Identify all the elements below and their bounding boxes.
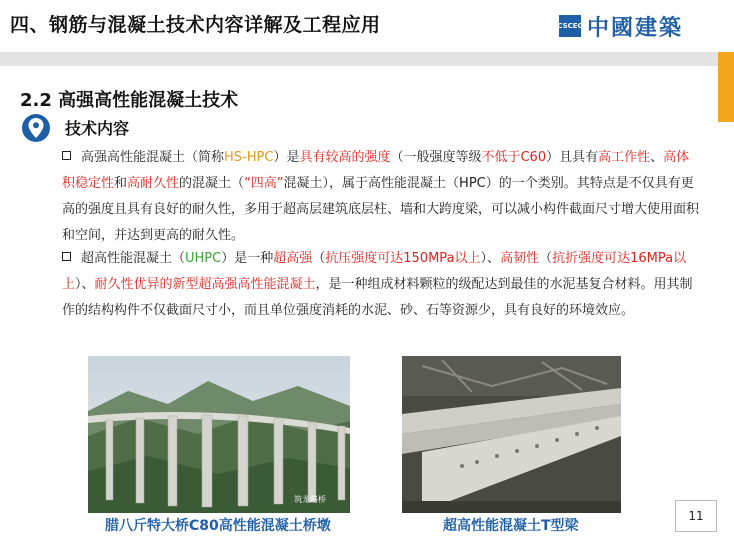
t-beam-illustration bbox=[402, 356, 621, 513]
paragraph-segment: 和 bbox=[114, 176, 128, 191]
cscec-logo-mark-icon: CSCEC bbox=[559, 15, 581, 37]
paragraph-segment: 高耐久性 bbox=[127, 176, 180, 191]
paragraph-segment: HS-HPC bbox=[224, 150, 274, 165]
subsection-heading: 技术内容 bbox=[65, 119, 130, 138]
paragraph-segment: UHPC bbox=[185, 251, 222, 266]
page-number: 11 bbox=[675, 500, 717, 532]
cscec-logo bbox=[559, 12, 683, 40]
photo-watermark: 筑龙路桥 bbox=[294, 495, 326, 504]
cscec-logo-text: 中國建築 bbox=[587, 14, 684, 41]
paragraph-segment: （ bbox=[539, 251, 553, 266]
right-edge-orange-bar bbox=[718, 52, 734, 122]
paragraph-segment: 的混凝土（ bbox=[179, 176, 245, 191]
paragraph-uhpc bbox=[62, 246, 702, 324]
paragraph-segment: ）、 bbox=[75, 277, 95, 292]
paragraph-segment: ）是一种 bbox=[221, 251, 274, 266]
bridge-pier-illustration bbox=[88, 356, 350, 513]
paragraph-segment: 超高强 bbox=[273, 251, 313, 266]
section-heading: 2.2 高强高性能混凝土技术 bbox=[20, 90, 239, 111]
paragraph-segment: 耐久性优异的新型超高强高性能混凝土 bbox=[94, 277, 316, 292]
paragraph-segment: “四高” bbox=[244, 176, 284, 191]
square-bullet-icon bbox=[62, 252, 71, 261]
paragraph-segment: 超高性能混凝土（ bbox=[81, 251, 186, 266]
paragraph-segment: ）、 bbox=[480, 251, 501, 266]
location-pin-icon bbox=[22, 114, 50, 142]
paragraph-segment: 抗折强度可达16MPa以上 bbox=[62, 251, 687, 292]
paragraph-segment: 具有较高的强度 bbox=[299, 150, 391, 165]
paragraph-segment: 抗压强度可达150MPa以上 bbox=[325, 251, 481, 266]
paragraph-segment: 高工作性 bbox=[598, 150, 651, 165]
slide-header bbox=[0, 0, 734, 50]
slide-header-title: 四、钢筋与混凝土技术内容详解及工程应用 bbox=[10, 14, 381, 36]
paragraph-segment: 高体积稳定性 bbox=[62, 150, 690, 191]
paragraph-segment: 高韧性 bbox=[500, 251, 540, 266]
location-pin-glyph-icon bbox=[27, 117, 45, 139]
paragraph-segment: 不低于C60 bbox=[481, 150, 547, 165]
photo-caption: 腊八斤特大桥C80高性能混凝土桥墩 bbox=[105, 518, 331, 534]
paragraph-segment: （一般强度等级 bbox=[390, 150, 482, 165]
paragraph-hs-hpc bbox=[62, 145, 702, 249]
header-divider-gray bbox=[0, 52, 718, 66]
paragraph-segment: 、 bbox=[650, 150, 664, 165]
square-bullet-icon bbox=[62, 151, 71, 160]
paragraph-segment: （ bbox=[312, 251, 326, 266]
t-beam-photo bbox=[402, 356, 621, 513]
paragraph-segment: ）是 bbox=[273, 150, 300, 165]
paragraph-segment: ）且具有 bbox=[546, 150, 599, 165]
paragraph-segment: 高强高性能混凝土（简称 bbox=[81, 150, 225, 165]
photo-caption: 超高性能混凝土T型梁 bbox=[443, 518, 579, 534]
header-divider bbox=[0, 52, 734, 66]
bridge-pier-photo bbox=[88, 356, 350, 513]
paragraph-segment: 混凝土），属于高性能混凝土（HPC）的一个类别。其特点是不仅具有更高的强度且具有良好的耐久性，多用于超高层建筑底层柱、墙和大跨度梁，可以减小构件截面尺寸增大使用面积和空间，并达到更高的耐久性。 bbox=[62, 176, 700, 243]
paragraph-segment: ，是一种组成材料颗粒的级配达到最佳的水泥基复合材料。用其制作的结构构件不仅截面尺寸小，而且单位强度消耗的水泥、砂、石等资源少，具有良好的环境效应。 bbox=[62, 277, 693, 318]
